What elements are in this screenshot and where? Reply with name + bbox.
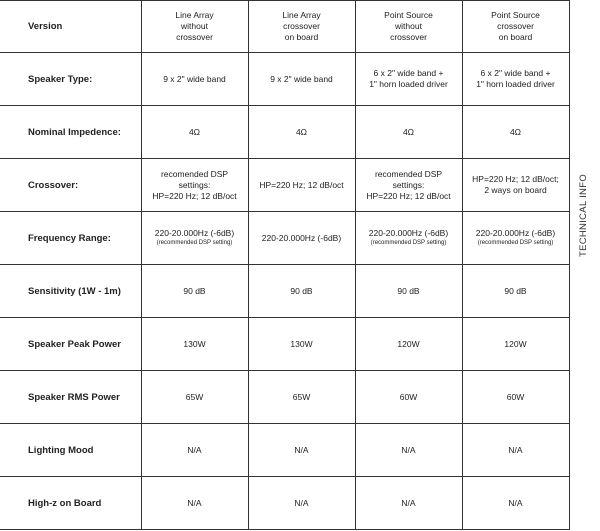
cell-line: 1" horn loaded driver [369, 79, 448, 89]
row-label: Speaker Peak Power [0, 318, 141, 371]
cell-line: 9 x 2" wide band [270, 73, 333, 84]
cell-line: N/A [187, 497, 202, 508]
table-cell [355, 212, 462, 265]
cell-line: HP=220 Hz; 12 dB/oct; [472, 174, 559, 184]
column-header [141, 1, 248, 53]
table-cell [355, 53, 462, 106]
cell-line: N/A [294, 497, 309, 508]
row-label: Speaker RMS Power [0, 371, 141, 424]
table-cell [355, 477, 462, 530]
cell-line: 90 dB [397, 285, 420, 296]
cell-line: N/A [294, 444, 309, 455]
table-cell [462, 318, 569, 371]
table-cell [141, 53, 248, 106]
cell-line: recomended DSP settings: [160, 168, 229, 190]
table-row [0, 477, 569, 530]
table-cell [248, 265, 355, 318]
table-cell [141, 159, 248, 212]
row-label: Frequency Range: [0, 212, 141, 265]
cell-line: 120W [397, 338, 420, 349]
table-cell [462, 265, 569, 318]
cell-line: 9 x 2" wide band [163, 73, 226, 84]
row-label: Nominal Impedence: [0, 106, 141, 159]
cell-line: N/A [187, 444, 202, 455]
table-cell [141, 371, 248, 424]
table-cell [248, 159, 355, 212]
cell-line: 90 dB [290, 285, 313, 296]
cell-line: 60W [506, 391, 525, 402]
cell-note: (recommended DSP setting) [156, 240, 233, 246]
column-header-line: Point Source [491, 10, 540, 20]
cell-line: 2 ways on board [484, 185, 547, 195]
row-label: Sensitivity (1W - 1m) [0, 265, 141, 318]
cell-line: 130W [183, 338, 206, 349]
cell-line: 220-20.000Hz (-6dB) [368, 228, 449, 238]
cell-line: 220-20.000Hz (-6dB) [154, 228, 235, 238]
cell-line: 90 dB [183, 285, 206, 296]
table-cell [248, 424, 355, 477]
cell-line: 6 x 2" wide band + [480, 68, 551, 78]
cell-line: 120W [504, 338, 527, 349]
table-cell [355, 318, 462, 371]
table-cell [355, 424, 462, 477]
table-cell [141, 318, 248, 371]
spec-table-body [0, 53, 569, 530]
row-label: Lighting Mood [0, 424, 141, 477]
cell-line: 4Ω [295, 126, 308, 137]
cell-line: 220-20.000Hz (-6dB) [475, 228, 556, 238]
column-header-line: Line Array [175, 10, 214, 20]
table-cell [141, 265, 248, 318]
column-header-line: crossover [176, 32, 213, 42]
cell-line: 65W [292, 391, 311, 402]
column-header-line: crossover [497, 21, 534, 31]
cell-line: N/A [508, 497, 523, 508]
table-cell [355, 371, 462, 424]
table-cell [462, 424, 569, 477]
table-cell [248, 106, 355, 159]
table-row [0, 371, 569, 424]
cell-line: 65W [185, 391, 204, 402]
cell-line: 220-20.000Hz (-6dB) [261, 232, 342, 243]
table-cell [462, 212, 569, 265]
row-label: Speaker Type: [0, 53, 141, 106]
column-header-line: on board [284, 32, 319, 42]
column-header-line: Point Source [384, 10, 433, 20]
table-cell [462, 477, 569, 530]
side-section-label-text: TECHNICAL INFO [578, 173, 590, 257]
table-row [0, 424, 569, 477]
table-cell [141, 477, 248, 530]
column-header-line: without [181, 21, 208, 31]
column-header-line: Line Array [282, 10, 321, 20]
cell-line: N/A [508, 444, 523, 455]
table-row [0, 106, 569, 159]
cell-line: 6 x 2" wide band + [373, 68, 444, 78]
header-row [0, 1, 569, 53]
column-header [355, 1, 462, 53]
table-row [0, 265, 569, 318]
row-label: High-z on Board [0, 477, 141, 530]
column-header-line: crossover [283, 21, 320, 31]
cell-line: 1" horn loaded driver [476, 79, 555, 89]
cell-line: N/A [401, 497, 416, 508]
table-cell [462, 53, 569, 106]
table-cell [355, 159, 462, 212]
column-header [462, 1, 569, 53]
table-row [0, 159, 569, 212]
table-row [0, 53, 569, 106]
table-row [0, 212, 569, 265]
side-section-label [574, 160, 594, 270]
table-cell [141, 212, 248, 265]
cell-line: 4Ω [509, 126, 522, 137]
cell-line: HP=220 Hz; 12 dB/oct [259, 179, 344, 190]
table-cell [462, 371, 569, 424]
column-header-line: on board [498, 32, 533, 42]
table-row [0, 318, 569, 371]
header-label: Version [0, 1, 141, 53]
cell-line: HP=220 Hz; 12 dB/oct [366, 190, 451, 201]
table-cell [248, 477, 355, 530]
cell-line: 4Ω [188, 126, 201, 137]
cell-line: 90 dB [504, 285, 527, 296]
cell-line: recomended DSP settings: [374, 168, 443, 190]
table-cell [462, 106, 569, 159]
cell-line: 60W [399, 391, 418, 402]
cell-line: 4Ω [402, 126, 415, 137]
table-cell [355, 265, 462, 318]
table-cell [355, 106, 462, 159]
cell-line: HP=220 Hz; 12 dB/oct [152, 190, 237, 201]
table-cell [248, 371, 355, 424]
table-cell [248, 53, 355, 106]
table-cell [462, 159, 569, 212]
cell-note: (recommended DSP setting) [370, 240, 447, 246]
cell-note: (recommended DSP setting) [477, 240, 554, 246]
cell-line: N/A [401, 444, 416, 455]
table-cell [248, 318, 355, 371]
table-cell [141, 424, 248, 477]
table-cell [248, 212, 355, 265]
table-cell [141, 106, 248, 159]
cell-line: 130W [290, 338, 313, 349]
column-header-line: crossover [390, 32, 427, 42]
column-header [248, 1, 355, 53]
row-label: Crossover: [0, 159, 141, 212]
column-header-line: without [395, 21, 422, 31]
